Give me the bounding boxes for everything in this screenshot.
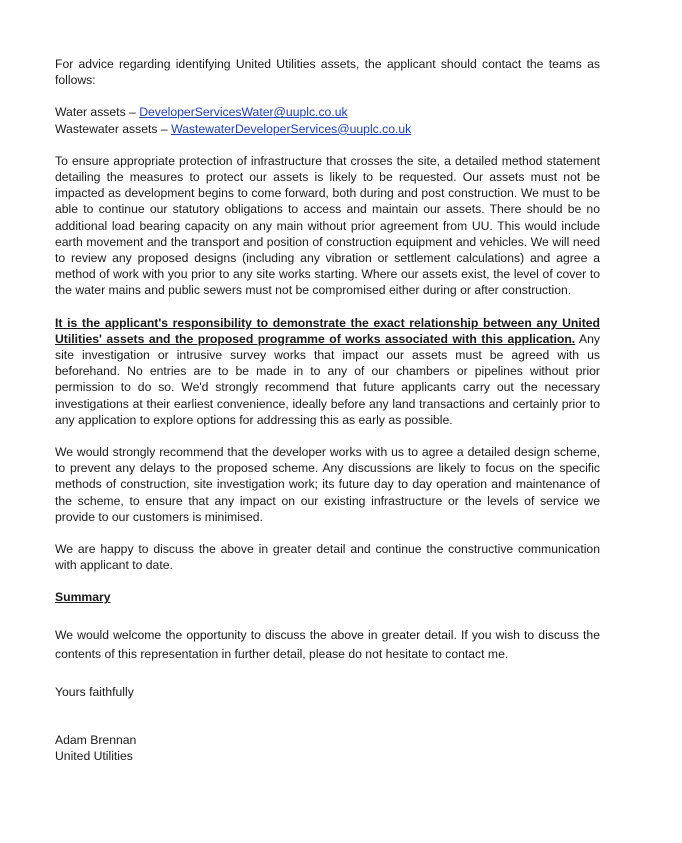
- contact-water-label: Water assets –: [55, 105, 140, 120]
- water-email-link[interactable]: DeveloperServicesWater@uuplc.co.uk: [139, 105, 348, 120]
- discuss-paragraph: We are happy to discuss the above in greater detail and continue the constructive communication with applicant to date.: [55, 542, 600, 573]
- signatory-organisation: United Utilities: [55, 749, 133, 764]
- responsibility-emphasis: It is the applicant's responsibility to demonstrate the exact relationship between any United Utilities' assets and the proposed programme of works associated with this application.: [55, 315, 600, 346]
- protection-paragraph: To ensure appropriate protection of infrastructure that crosses the site, a detailed method statement detailing the measures to protect our assets is likely to be requested. Our assets must not be impacted as development begins to come forward, both during and post construction. We must to be able to continue our statutory obligations to access and maintain our assets. There should be no additional load bearing capacity on any main without prior agreement from UU. This would include earth movement and the transport and position of construction equipment and vehicles. We will need to review any proposed designs (including any vibration or settlement calculations) and agree a method of work with you prior to any site works starting. Where our assets exist, the level of cover to the water mains and public sewers must not be compromised either during or after construction.: [55, 153, 600, 298]
- responsibility-text: Any site investigation or intrusive survey works that impact our assets must be agreed with us beforehand. No entries are to be made in to any of our chambers or pipelines without prior permission to do so. We'd strongly recommend that future applicants carry out the necessary investigations at their earliest convenience, ideally before any land transactions and certainly prior to any application to explore options for addressing this as early as possible.: [55, 331, 600, 427]
- signatory-name: Adam Brennan: [55, 732, 137, 747]
- wastewater-email-link[interactable]: WastewaterDeveloperServices@uuplc.co.uk: [171, 121, 412, 136]
- closing-line: Yours faithfully: [55, 684, 134, 699]
- contact-list: [55, 104, 600, 136]
- intro-paragraph: For advice regarding identifying United Utilities assets, the applicant should contact the teams as follows:: [55, 57, 600, 88]
- responsibility-paragraph: [55, 315, 600, 428]
- contact-wastewater: [55, 121, 600, 137]
- summary-paragraph: We would welcome the opportunity to discuss the above in greater detail. If you wish to discuss the contents of this representation in further detail, please do not hesitate to contact me.: [55, 627, 600, 661]
- summary-heading: Summary: [55, 590, 111, 605]
- contact-water: [55, 104, 600, 120]
- contact-wastewater-label: Wastewater assets –: [55, 121, 172, 136]
- design-paragraph: We would strongly recommend that the developer works with us to agree a detailed design scheme, to prevent any delays to the proposed scheme. Any discussions are likely to focus on the specific methods of construction, site investigation work; its future day to day operation and maintenance of the scheme, to ensure that any impact on our existing infrastructure or the levels of service we provide to our customers is minimised.: [55, 445, 600, 524]
